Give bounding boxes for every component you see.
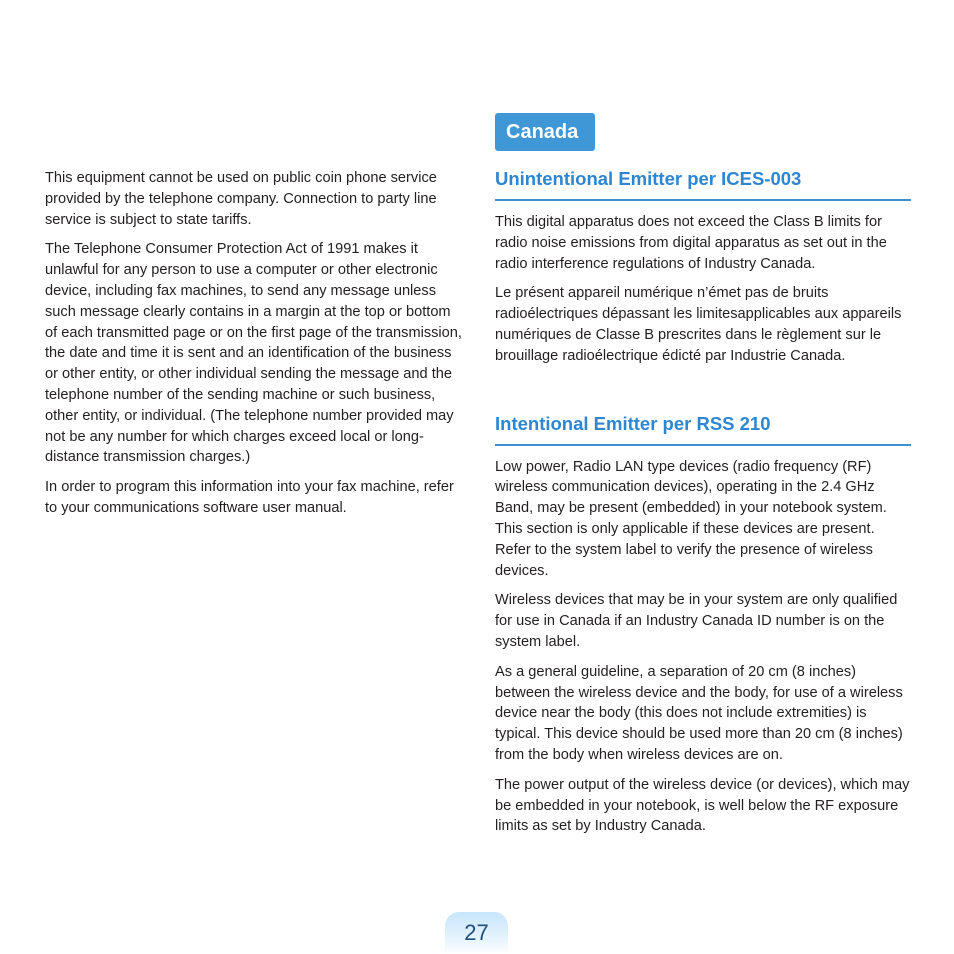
paragraph-rss-power-output: The power output of the wireless device (or devices), which may be embedded in your notebook, is well below the RF exposure limits as set by Industry Canada. xyxy=(495,776,910,835)
left-column xyxy=(45,168,465,528)
paragraph-rss-qualified: Wireless devices that may be in your system are only qualified for use in Canada if an Industry Canada ID number is on the system label. xyxy=(495,592,898,650)
paragraph-rss-low-power: Low power, Radio LAN type devices (radio frequency (RF) wireless communication devices), operating in the 2.4 GHz Band, may be present (embedded) in your notebook system. This section is only applicable if these devices are present. Refer to the system label to verify the presence of wireless devices. xyxy=(495,458,887,579)
paragraph-tcpa: The Telephone Consumer Protection Act of 1991 makes it unlawful for any person to use a computer or other electronic device, including fax machines, to send any message unless such message clearly contains in a margin at the top or bottom of each transmitted page or on the first page of the transmission, the date and time it is sent and an identification of the business or other entity, or other individual sending the message and the telephone number of the sending machine or such business, other entity, or individual. (The telephone number provided may not be any number for which charges exceed local or long-distance transmission charges.) xyxy=(45,241,462,466)
paragraph-rss-separation: As a general guideline, a separation of 20 cm (8 inches) between the wireless device and the body, for use of a wireless device near the body (this does not include extremities) is typical. This device should be used more than 20 cm (8 inches) from the body when wireless devices are on. xyxy=(495,663,903,763)
right-column xyxy=(495,113,911,846)
page-number: 27 xyxy=(445,912,508,954)
paragraph-ices-french: Le présent appareil numérique n’émet pas de bruits radioélectriques dépassant les limitesapplicables aux appareils numériques de Classe B prescrites dans le règlement sur le brouillage radioélectrique édicté par Industrie Canada. xyxy=(495,285,902,364)
paragraph-ices-english: This digital apparatus does not exceed the Class B limits for radio noise emissions from digital apparatus as set out in the radio interference regulations of Industry Canada. xyxy=(495,214,887,272)
subheading-rss-210: Intentional Emitter per RSS 210 xyxy=(495,413,911,446)
paragraph-fax-programming: In order to program this information into your fax machine, refer to your communications software user manual. xyxy=(45,479,454,516)
subheading-ices-003: Unintentional Emitter per ICES-003 xyxy=(495,168,911,201)
section-title-canada: Canada xyxy=(495,113,595,151)
paragraph-coin-phone: This equipment cannot be used on public coin phone service provided by the telephone company. Connection to party line service is subject to state tariffs. xyxy=(45,170,437,228)
